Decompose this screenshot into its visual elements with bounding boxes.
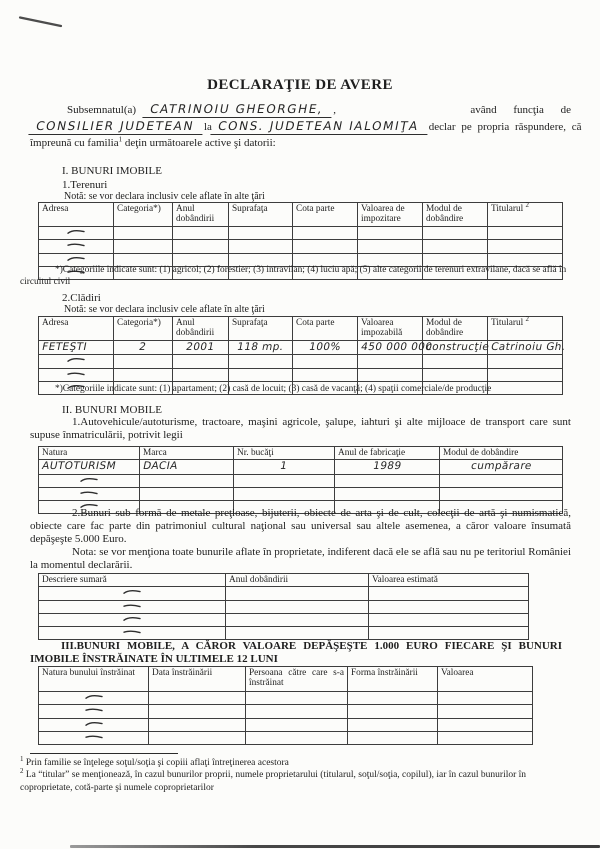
terenuri-footnote: *)Categoriile indicate sunt: (1) agricol; (2) forestier; (3) intravilan; (4) luciu apă; (5) alte categorii de terenuri extravilane, dacă se află în circuitul civil xyxy=(20,265,567,287)
col-cota: Cota parte xyxy=(293,203,358,227)
hw-adresa: FETEŞTI xyxy=(40,341,88,353)
handwritten-institution: CONS. JUDETEAN IALOMIŢA xyxy=(210,118,430,135)
section2-heading: II. BUNURI MOBILE xyxy=(62,404,162,416)
hw-categoria: 2 xyxy=(138,341,148,353)
empty-cell xyxy=(229,227,293,240)
pen-dash-mark xyxy=(79,476,99,483)
pen-dash-mark xyxy=(122,615,142,622)
col-forma: Forma înstrăinării xyxy=(348,667,438,692)
col-adresa: Adresa xyxy=(39,317,114,341)
col-natura: Natura xyxy=(39,447,140,460)
empty-cell xyxy=(39,240,114,253)
auto-table xyxy=(38,446,563,514)
empty-cell xyxy=(358,355,423,368)
empty-cell xyxy=(246,705,348,718)
empty-table-row xyxy=(39,627,529,640)
cell-cota xyxy=(293,341,358,355)
footnote-separator xyxy=(30,753,178,754)
empty-table-row xyxy=(39,368,563,381)
empty-cell xyxy=(229,240,293,253)
empty-cell xyxy=(39,731,149,744)
handwritten-function: CONSILIER JUDETEAN xyxy=(28,118,205,135)
empty-table-row xyxy=(39,692,533,705)
empty-cell xyxy=(488,227,563,240)
empty-table-row xyxy=(39,731,533,744)
hw-anul: 2001 xyxy=(185,341,216,353)
empty-cell xyxy=(140,487,234,500)
hw-valoarea: 450 000 000 xyxy=(359,341,434,353)
empty-cell xyxy=(246,731,348,744)
empty-cell xyxy=(348,718,438,731)
footnote-ref-2: 2 xyxy=(525,200,530,209)
col-titularul xyxy=(488,314,563,341)
pen-dash-mark xyxy=(66,356,86,363)
footnote-1-text: Prin familie se înţelege soţul/soţia şi copiii aflaţi întreţinerea acestora xyxy=(25,758,289,768)
footnotes-block xyxy=(20,754,580,794)
terenuri-note: Notă: se vor declara inclusiv cele aflate în alte ţări xyxy=(64,191,265,202)
empty-cell xyxy=(114,240,173,253)
pen-dash-mark xyxy=(84,733,104,740)
col-marca: Marca xyxy=(140,447,234,460)
empty-cell xyxy=(39,627,226,640)
intro-tail-2: declar pe propria răspundere, că xyxy=(428,121,582,133)
intro-paragraph xyxy=(30,101,582,151)
col-anul: Anul dobândirii xyxy=(173,317,229,341)
empty-cell xyxy=(226,600,369,613)
scan-edge-bar xyxy=(70,845,600,848)
hw-titularul: Catrinoiu Gh. xyxy=(489,341,567,353)
col-adresa: Adresa xyxy=(39,203,114,227)
col-anul: Anul dobândirii xyxy=(226,574,369,587)
empty-cell xyxy=(293,240,358,253)
empty-cell xyxy=(293,355,358,368)
intro-line-1 xyxy=(30,101,571,118)
empty-cell xyxy=(39,587,226,600)
cell-bucati xyxy=(234,460,335,474)
cell-categoria xyxy=(114,341,173,355)
empty-cell xyxy=(440,474,563,487)
empty-cell xyxy=(149,705,246,718)
empty-cell xyxy=(149,692,246,705)
col-cota: Cota parte xyxy=(293,317,358,341)
cell-suprafata xyxy=(229,341,293,355)
empty-table-row xyxy=(39,718,533,731)
col-modul: Modul de dobândire xyxy=(423,203,488,227)
empty-cell xyxy=(358,240,423,253)
empty-cell xyxy=(226,587,369,600)
pretioase-table xyxy=(38,573,529,640)
empty-cell xyxy=(246,692,348,705)
empty-cell xyxy=(229,355,293,368)
col-anul: Anul dobândirii xyxy=(173,203,229,227)
empty-table-row xyxy=(39,705,533,718)
empty-table-row xyxy=(39,600,529,613)
auto-intro: 1.Autovehicule/autoturisme, tractoare, maşini agricole, şalupe, iahturi şi alte mijloace de transport care sunt supuse înmatriculării, potrivit legii xyxy=(30,416,571,441)
empty-cell xyxy=(438,718,533,731)
footnote-2-ref: 2 xyxy=(20,767,24,776)
empty-cell xyxy=(438,705,533,718)
cell-dobandire xyxy=(440,460,563,474)
cell-natura xyxy=(39,460,140,474)
intro-comma: , xyxy=(333,104,337,116)
col-natura-bun: Natura bunului înstrăinat xyxy=(39,667,149,692)
empty-cell xyxy=(348,731,438,744)
cell-anul xyxy=(173,341,229,355)
empty-cell xyxy=(39,718,149,731)
col-categoria: Categoria*) xyxy=(114,317,173,341)
empty-cell xyxy=(226,627,369,640)
col-valoarea: Valoarea estimată xyxy=(369,574,529,587)
col-suprafata: Suprafaţa xyxy=(229,317,293,341)
pen-stroke-mark xyxy=(18,13,64,30)
empty-cell xyxy=(423,368,488,381)
cladiri-header-row xyxy=(39,317,563,341)
empty-cell xyxy=(114,227,173,240)
empty-cell xyxy=(229,368,293,381)
empty-cell xyxy=(173,355,229,368)
terenuri-title: 1.Terenuri xyxy=(62,179,108,191)
col-data: Data înstrăinării xyxy=(149,667,246,692)
pretioase-header-row xyxy=(39,574,529,587)
col-suprafata: Suprafaţa xyxy=(229,203,293,227)
empty-cell xyxy=(369,613,529,626)
cell-fabricatie xyxy=(335,460,440,474)
hw-bucati: 1 xyxy=(279,460,289,473)
footnote-2 xyxy=(20,769,580,794)
empty-cell xyxy=(173,240,229,253)
col-fabricatie: Anul de fabricaţie xyxy=(335,447,440,460)
hw-marca: DACIA xyxy=(141,460,179,473)
document-title: DECLARAŢIE DE AVERE xyxy=(207,77,393,93)
pen-dash-mark xyxy=(84,706,104,713)
cell-modul xyxy=(423,341,491,355)
auto-header-row xyxy=(39,447,563,460)
cladiri-note: Notă: se vor declara inclusiv cele aflate în alte ţări xyxy=(64,304,265,315)
empty-cell xyxy=(335,474,440,487)
pen-dash-mark xyxy=(79,489,99,496)
empty-cell xyxy=(369,600,529,613)
empty-cell xyxy=(246,718,348,731)
cell-valoarea xyxy=(358,341,434,355)
intro-tail-1: având funcţia de xyxy=(470,104,571,116)
section1-heading: I. BUNURI IMOBILE xyxy=(62,165,162,177)
empty-cell xyxy=(348,705,438,718)
pen-dash-mark xyxy=(122,628,142,635)
cladiri-title: 2.Clădiri xyxy=(62,292,101,304)
hw-cota: 100% xyxy=(308,341,343,353)
empty-cell xyxy=(39,692,149,705)
empty-cell xyxy=(423,227,488,240)
pretioase-note: Nota: se vor menţiona toate bunurile aflate în proprietate, indiferent dacă ele se află sau nu pe teritoriul României la momentul declarării. xyxy=(30,546,571,571)
empty-cell xyxy=(440,487,563,500)
empty-cell xyxy=(234,474,335,487)
intro-line3a: împreună cu familia xyxy=(30,137,119,149)
empty-cell xyxy=(369,587,529,600)
empty-cell xyxy=(39,487,140,500)
empty-cell xyxy=(438,692,533,705)
empty-table-row xyxy=(39,613,529,626)
pen-dash-mark xyxy=(66,228,86,235)
pretioase-intro: 2.Bunuri sub formă de metale preţioase, bijuterii, obiecte de arta şi de cult, colecţii de artă şi numismatică, obiecte care fac parte din patrimoniul cultural naţional sau universal sau altele asemenea, a căror valoare însumată depăşeşte 5.000 Euro. xyxy=(30,507,571,545)
empty-cell xyxy=(488,355,563,368)
empty-cell xyxy=(39,613,226,626)
cladiri-entry-row xyxy=(39,341,563,355)
hw-natura: AUTOTURISM xyxy=(40,460,118,473)
terenuri-header-row xyxy=(39,203,563,227)
pen-dash-mark xyxy=(122,602,142,609)
hw-fabricatie: 1989 xyxy=(371,460,403,473)
hw-modul: construcţie xyxy=(424,341,491,353)
pen-dash-mark xyxy=(66,255,86,262)
empty-cell xyxy=(39,705,149,718)
empty-cell xyxy=(358,227,423,240)
titularul-label: Titularul xyxy=(491,204,524,214)
pen-dash-mark xyxy=(122,588,142,595)
intro-line-3 xyxy=(30,135,571,151)
footnote-1-ref: 1 xyxy=(20,754,24,763)
section3-heading: III.BUNURI MOBILE, A CĂROR VALOARE DEPĂŞEŞTE 1.000 EURO FIECARE ŞI BUNURI IMOBILE ÎNSTRĂINATE ÎN ULTIMELE 12 LUNI xyxy=(30,640,562,665)
cell-titularul xyxy=(488,341,567,355)
footnote-1 xyxy=(20,754,580,769)
instrainate-header-row xyxy=(39,667,533,692)
pen-dash-mark xyxy=(66,241,86,248)
empty-cell xyxy=(39,368,114,381)
empty-table-row xyxy=(39,240,563,253)
cell-adresa xyxy=(39,341,114,355)
empty-cell xyxy=(173,227,229,240)
pen-dash-mark xyxy=(84,693,104,700)
col-valoarea: Valoarea impozabilă xyxy=(358,317,423,341)
empty-cell xyxy=(234,487,335,500)
col-modul: Modul de dobândire xyxy=(423,317,488,341)
empty-cell xyxy=(226,613,369,626)
pen-dash-mark xyxy=(84,720,104,727)
col-categoria: Categoria*) xyxy=(114,203,173,227)
empty-cell xyxy=(114,355,173,368)
empty-table-row xyxy=(39,487,563,500)
empty-cell xyxy=(149,731,246,744)
empty-cell xyxy=(114,368,173,381)
empty-cell xyxy=(369,627,529,640)
cell-marca xyxy=(140,460,234,474)
empty-table-row xyxy=(39,474,563,487)
empty-cell xyxy=(423,355,488,368)
hw-dobandire: cumpărare xyxy=(469,460,533,473)
empty-cell xyxy=(358,368,423,381)
col-bucati: Nr. bucăţi xyxy=(234,447,335,460)
empty-table-row xyxy=(39,355,563,368)
empty-cell xyxy=(438,731,533,744)
intro-lead: Subsemnatul(a) xyxy=(67,104,137,116)
empty-cell xyxy=(173,368,229,381)
handwritten-name: CATRINOIU GHEORGHE, xyxy=(142,101,335,118)
titularul-label: Titularul xyxy=(491,318,524,328)
hw-suprafata: 118 mp. xyxy=(236,341,285,353)
instrainate-table xyxy=(38,666,533,745)
footnote-ref-1: 1 xyxy=(118,135,123,144)
col-persoana: Persoana către care s-a înstrăinat xyxy=(246,667,348,692)
empty-cell xyxy=(293,227,358,240)
cladiri-footnote: *)Categoriile indicate sunt: (1) apartament; (2) casă de locuit; (3) casă de vacanţă; (4) spaţii comerciale/de producţie xyxy=(55,384,492,394)
empty-cell xyxy=(488,240,563,253)
empty-cell xyxy=(293,368,358,381)
col-valoarea: Valoarea xyxy=(438,667,533,692)
intro-line-2 xyxy=(30,118,582,135)
intro-la: la xyxy=(203,121,212,133)
empty-cell xyxy=(140,474,234,487)
empty-cell xyxy=(423,240,488,253)
col-titularul xyxy=(488,200,563,227)
empty-cell xyxy=(39,227,114,240)
empty-cell xyxy=(39,600,226,613)
empty-table-row xyxy=(39,227,563,240)
col-descriere: Descriere sumară xyxy=(39,574,226,587)
col-dobandire: Modul de dobândire xyxy=(440,447,563,460)
auto-entry-row xyxy=(39,460,563,474)
empty-table-row xyxy=(39,587,529,600)
empty-cell xyxy=(39,474,140,487)
pen-dash-mark xyxy=(66,370,86,377)
col-valoarea: Valoarea de impozitare xyxy=(358,203,423,227)
empty-cell xyxy=(348,692,438,705)
intro-line3b: deţin următoarele active şi datorii: xyxy=(122,137,276,149)
empty-cell xyxy=(149,718,246,731)
footnote-2-text: La “titular” se menţionează, în cazul bunurilor proprii, numele proprietarului (titularul, soţul/soţia, copilul), iar în cazul bunurilor în coproprietate, cotă-parte şi numele coproprietarilor xyxy=(20,770,527,793)
empty-cell xyxy=(335,487,440,500)
empty-cell xyxy=(39,355,114,368)
empty-cell xyxy=(488,368,563,381)
footnote-ref-2: 2 xyxy=(525,314,530,323)
